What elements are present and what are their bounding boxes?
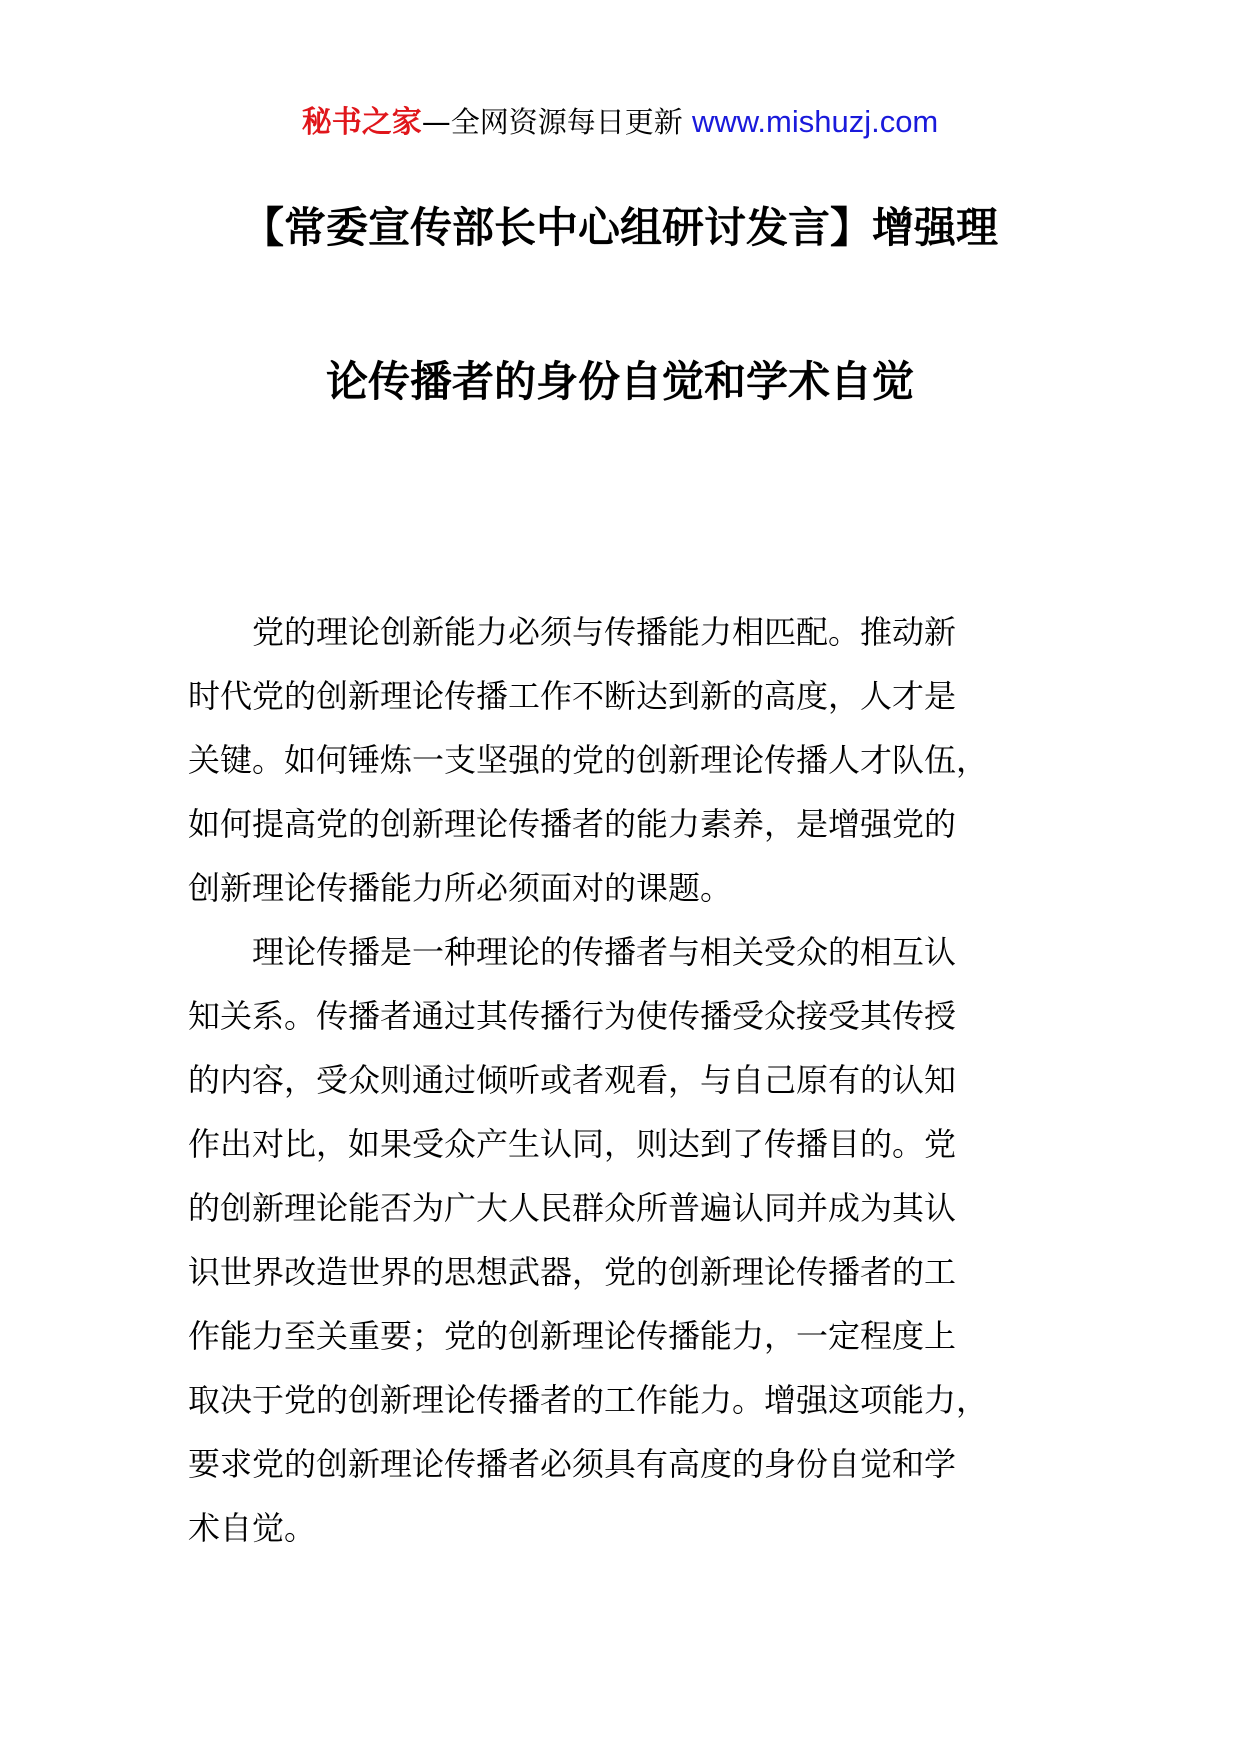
paragraph-line: 关键。如何锤炼一支坚强的党的创新理论传播人才队伍， [188, 741, 989, 779]
site-brand: 秘书之家 [301, 105, 422, 140]
paragraph-line: 如何提高党的创新理论传播者的能力素养，是增强党的 [188, 805, 957, 843]
paragraph-2 [188, 920, 1078, 1560]
paragraph-line: 创新理论传播能力所必须面对的课题。 [188, 869, 733, 907]
paragraph-line: 的创新理论能否为广大人民群众所普遍认同并成为其认 [188, 1189, 957, 1227]
paragraph-line: 作能力至关重要；党的创新理论传播能力，一定程度上 [188, 1317, 957, 1355]
paragraph-line: 的内容，受众则通过倾听或者观看，与自己原有的认知 [188, 1061, 957, 1099]
paragraph-line: 党的理论创新能力必须与传播能力相匹配。推动新 [188, 613, 957, 651]
document-title-line-2: 论传播者的身份自觉和学术自觉 [325, 357, 914, 406]
paragraph-line: 要求党的创新理论传播者必须具有高度的身份自觉和学 [188, 1445, 957, 1483]
paragraph-line: 取决于党的创新理论传播者的工作能力。增强这项能力， [188, 1381, 989, 1419]
paragraph-line: 术自觉。 [188, 1509, 317, 1547]
paragraph-line: 时代党的创新理论传播工作不断达到新的高度，人才是 [188, 677, 957, 715]
site-slogan: —全网资源每日更新 [421, 105, 692, 139]
document-title-line-1: 【常委宣传部长中心组研讨发言】增强理 [241, 203, 998, 252]
paragraph-line: 理论传播是一种理论的传播者与相关受众的相互认 [188, 933, 957, 971]
paragraph-line: 知关系。传播者通过其传播行为使传播受众接受其传授 [188, 997, 957, 1035]
site-header [0, 100, 1240, 145]
paragraph-1 [188, 600, 1078, 920]
document-body [188, 600, 1078, 1560]
paragraph-line: 识世界改造世界的思想武器，党的创新理论传播者的工 [188, 1253, 957, 1291]
paragraph-line: 作出对比，如果受众产生认同，则达到了传播目的。党 [188, 1125, 957, 1163]
site-url-link[interactable]: www.mishuzj.com [691, 104, 939, 139]
